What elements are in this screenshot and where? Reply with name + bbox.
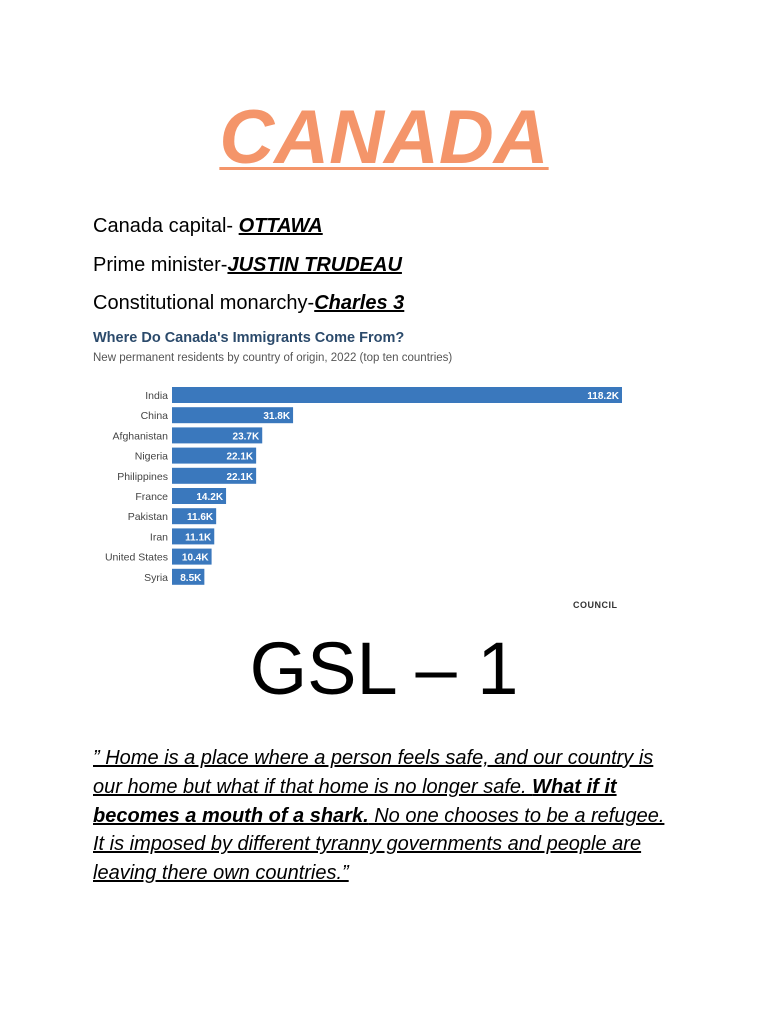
section-heading: GSL – 1 bbox=[249, 627, 519, 710]
value-label: 8.5K bbox=[180, 572, 202, 584]
value-label: 11.6K bbox=[187, 512, 214, 524]
chart-plot bbox=[93, 328, 653, 608]
page-title: CANADA bbox=[219, 95, 549, 180]
bar bbox=[172, 387, 622, 403]
quote-paragraph bbox=[93, 744, 673, 888]
fact-value: JUSTIN TRUDEAU bbox=[227, 253, 402, 276]
quote-text-2: No one chooses to be a refugee. It is imposed by different tyranny governments and people are leaving there own countries.” bbox=[93, 804, 665, 885]
value-label: 23.7K bbox=[232, 431, 260, 443]
chart-subtitle: New permanent residents by country of origin, 2022 (top ten countries) bbox=[93, 352, 453, 364]
chart-footer: COUNCIL bbox=[573, 600, 618, 608]
category-label: India bbox=[145, 390, 168, 402]
category-label: Afghanistan bbox=[112, 430, 168, 443]
facts-list bbox=[93, 212, 404, 328]
value-label: 22.1K bbox=[226, 471, 254, 483]
value-label: 10.4K bbox=[181, 552, 209, 564]
quote-bold-text: What if it becomes a mouth of a shark. bbox=[93, 775, 617, 827]
immigration-chart bbox=[93, 328, 653, 608]
fact-value: Charles 3 bbox=[314, 292, 405, 314]
category-label: China bbox=[140, 410, 168, 423]
category-label: Iran bbox=[149, 531, 168, 544]
fact-label: Constitutional monarchy- bbox=[93, 292, 315, 314]
fact-capital bbox=[93, 212, 404, 251]
value-label: 31.8K bbox=[263, 411, 291, 423]
fact-label: Prime minister- bbox=[93, 253, 228, 276]
fact-value: OTTAWA bbox=[238, 215, 323, 237]
category-label: France bbox=[135, 491, 168, 503]
quote-text-1: ” Home is a place where a person feels safe, and our country is our home but what if that home is no longer safe. bbox=[93, 747, 654, 798]
value-label: 14.2K bbox=[196, 492, 224, 503]
category-label: Nigeria bbox=[134, 450, 168, 463]
fact-prime-minister bbox=[93, 251, 404, 290]
fact-monarchy bbox=[93, 289, 404, 328]
category-label: Pakistan bbox=[127, 511, 168, 524]
category-label: Syria bbox=[144, 571, 168, 584]
value-label: 22.1K bbox=[226, 451, 254, 463]
chart-title: Where Do Canada's Immigrants Come From? bbox=[93, 330, 405, 346]
category-label: Philippines bbox=[117, 470, 168, 483]
value-label: 118.2K bbox=[587, 391, 619, 402]
value-label: 11.1K bbox=[185, 532, 212, 544]
fact-label: Canada capital- bbox=[93, 215, 239, 237]
category-label: United States bbox=[104, 551, 168, 564]
